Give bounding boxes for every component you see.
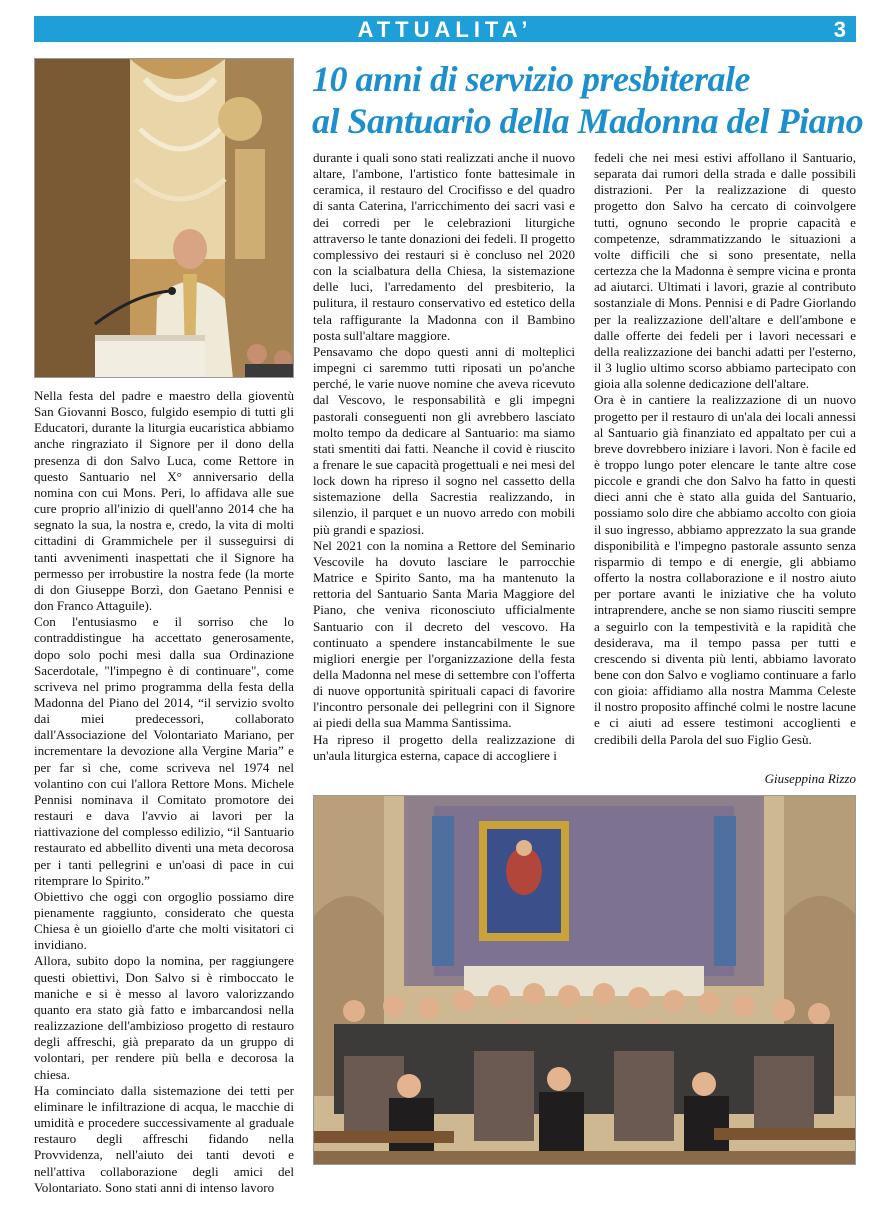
paragraph: Obiettivo che oggi con orgoglio possiamo dire pienamente raggiunto, considerato che questa Chiesa è un gioiello d'arte che molti visitatori ci invidiano. xyxy=(34,888,294,953)
page-number: 3 xyxy=(833,17,846,42)
article-title-line-2: al Santuario della Madonna del Piano xyxy=(312,101,864,141)
paragraph: Nel 2021 con la nomina a Rettore del Seminario Vescovile ha dovuto lasciare le parrocchie Matrice e Spirito Santo, ma ha mantenuto la rettoria del Santuario Santa Maria Maggiore del Piano, che veniva riconosciuto ufficialmente Santuario con il decreto del vescovo. Ha continuato a spendere instancabilmente le sue migliori energie per l'organizzazione della festa della Madonna nel mese di settembre con l'offerta di nuove opportunità spirituali capaci di favorire l'incontro personale dei pellegrini con il Signore ai piedi della sua Mamma Santissima. xyxy=(313,537,575,731)
author-signature: Giuseppina Rizzo xyxy=(764,771,856,786)
paragraph: Ora è in cantiere la realizzazione di un nuovo progetto per il restauro di un'ala dei locali annessi al Santuario già finanziato ed appaltato per cui a breve dovrebbero iniziare i lavori. Non è facile ed è troppo lungo poter elencare le tante altre cose piccole e grandi che don Salvo ha fatto in questi dieci anni che è stato alla guida del Santuario, possiamo solo dire che abbiamo accolto con gioia il suo ingresso, abbiamo apprezzato la sua grande disponibilità e l'impegno pastorale assunto senza risparmio di tempo e di energie, gli abbiamo offerto la nostra collaborazione e il nostro aiuto per portare avanti le iniziative che ha voluto intraprendere, anche se non siamo riusciti sempre a seguirlo con la tempestività e la rapidità che desiderava, ma il tempo passa per tutti e crescendo si diventa più lenti, abbiamo lavorato bene con don Salvo e vogliamo continuare a farlo con gioia: affidiamo alla nostra Mamma Celeste il nostro proposito affinché colmi le nostre lacune e ci aiuti ad essere testimoni accoglienti e credibili della Parola del suo Figlio Gesù. xyxy=(594,392,856,747)
section-header-bar xyxy=(34,16,856,42)
paragraph: Ha ripreso il progetto della realizzazione di un'aula liturgica esterna, capace di accogliere i xyxy=(313,731,575,763)
section-title: ATTUALITA’ xyxy=(357,17,533,42)
paragraph: fedeli che nei mesi estivi affollano il Santuario, separata dai rumori della strada e dalle possibili distrazioni. Per la realizzazione di questo progetto don Salvo ha cercato di coinvolgere tutti, ognuno secondo le proprie capacità e competenze, sdrammatizzando le situazioni a volte difficili che si sono presentate, nella certezza che la Madonna è sempre vicina e pronta ad aiutarci. Ultimati i lavori, grazie al contributo sostanziale di Mons. Pennisi e di Padre Giorlando per la realizzazione dell'altare e dell'ambone e dalle offerte dei fedeli per i lavori necessari e della realizzazione dei banchi adatti per l'esterno, il 3 luglio ultimo scorso abbiamo partecipato con gioia alla solenne dedicazione dell'altare. xyxy=(594,150,856,392)
paragraph: Nella festa del padre e maestro della gioventù San Giovanni Bosco, fulgido esempio di tutti gli Educatori, durante la liturgia eucaristica abbiamo anche ringraziato il Signore per il dono della presenza di don Salvo Luca, come Rettore in questo Santuario nel X° anniversario della nomina con cui Mons. Peri, lo affidava alle sue cure proprio all'inizio di quell'anno 2014 che ha segnato la sua, la nostra e, credo, la vita di molti cittadini di Grammichele per il susseguirsi di tanti avvenimenti inaspettati che il Signore ha permesso per irrobustire la nostra fede (la morte di don Giuseppe Borzì, don Gaetano Pennisi e don Franco Attaguile). xyxy=(34,388,294,614)
article-column-2 xyxy=(313,150,575,764)
article-column-3 xyxy=(594,150,856,748)
paragraph: durante i quali sono stati realizzati anche il nuovo altare, l'ambone, l'artistico fonte battesimale in ceramica, il restauro del Crocifisso e del quadro di santa Caterina, l'arricchimento dei sacri vasi e dei corredi per le celebrazioni liturgiche attraverso le tante donazioni dei fedeli. Il progetto complessivo dei restauri si è concluso nel 2020 con la scialbatura della Chiesa, la sistemazione delle luci, l'arredamento del presbiterio, la pulitura, il restauro conservativo ed estetico della tela raffigurante la Madonna con il Bambino posta sull'altare maggiore. xyxy=(313,150,575,343)
article-title-line-1: 10 anni di servizio presbiterale xyxy=(312,59,751,99)
paragraph: Con l'entusiasmo e il sorriso che lo contraddistingue ha accettato generosamente, dopo solo pochi mesi dalla sua Ordinazione Sacerdotale, "l'impegno è di continuare", come scriveva nel primo programma della festa della Madonna del Piano del 2014, “il servizio svolto dai miei predecessori, collaborato dall'Associazione del Volontariato Mariano, per incrementare la devozione alla Vergine Maria” e per far sì che, come scriveva nel 1974 nel volantino con cui l'allora Rettore Mons. Michele Pennisi nominava il Comitato promotore dei restauri e dava l'avvio ai lavori per la riattivazione del complesso edilizio, “il Santuario restaurato ed abbellito diventi una meta decorosa per i tanti pellegrini e un'oasi di pace in cui ritemprare lo Spirito.” xyxy=(34,614,294,888)
article-title xyxy=(312,58,862,142)
paragraph: Ha cominciato dalla sistemazione dei tetti per eliminare le infiltrazione di acqua, le macchie di umidità e procedere successivamente al graduale restauro degli affreschi fidando nella Provvidenza, nell'aiuto dei tanti devoti e nell'attiva collaborazione degli amici del Volontariato. Sono stati anni di intenso lavoro xyxy=(34,1082,294,1195)
article-column-1 xyxy=(34,388,294,1196)
paragraph: Allora, subito dopo la nomina, per raggiungere questi obiettivi, Don Salvo si è rimboccato le maniche e si è messo al lavoro valorizzando quanto era stato già fatto e imbarcandosi nella realizzazione dell'ambizioso progetto di restauro degli affreschi, già preparato da un gruppo di volontari, per rendere più bella e decorosa la chiesa. xyxy=(34,953,294,1082)
priest-photo xyxy=(34,58,294,378)
paragraph: Pensavamo che dopo questi anni di molteplici impegni ci saremmo tutti riposati un po'anche perché, le varie nuove nomine che aveva ricevuto dal Vescovo, le responsabilità e gli impegni pastorali conseguenti non gli avrebbero lasciato molto tempo da dedicare al Santuario: ma siamo stati smentiti dai fatti. Neanche il covid è riuscito a frenare le sue capacità progettuali e nei mesi del lock down ha ripreso il sogno nel cassetto della sistemazione della Sacrestia realizzando, in silenzio, il parquet e un nuovo arredo con mobili più grandi e spaziosi. xyxy=(313,343,575,537)
group-photo xyxy=(313,795,856,1165)
